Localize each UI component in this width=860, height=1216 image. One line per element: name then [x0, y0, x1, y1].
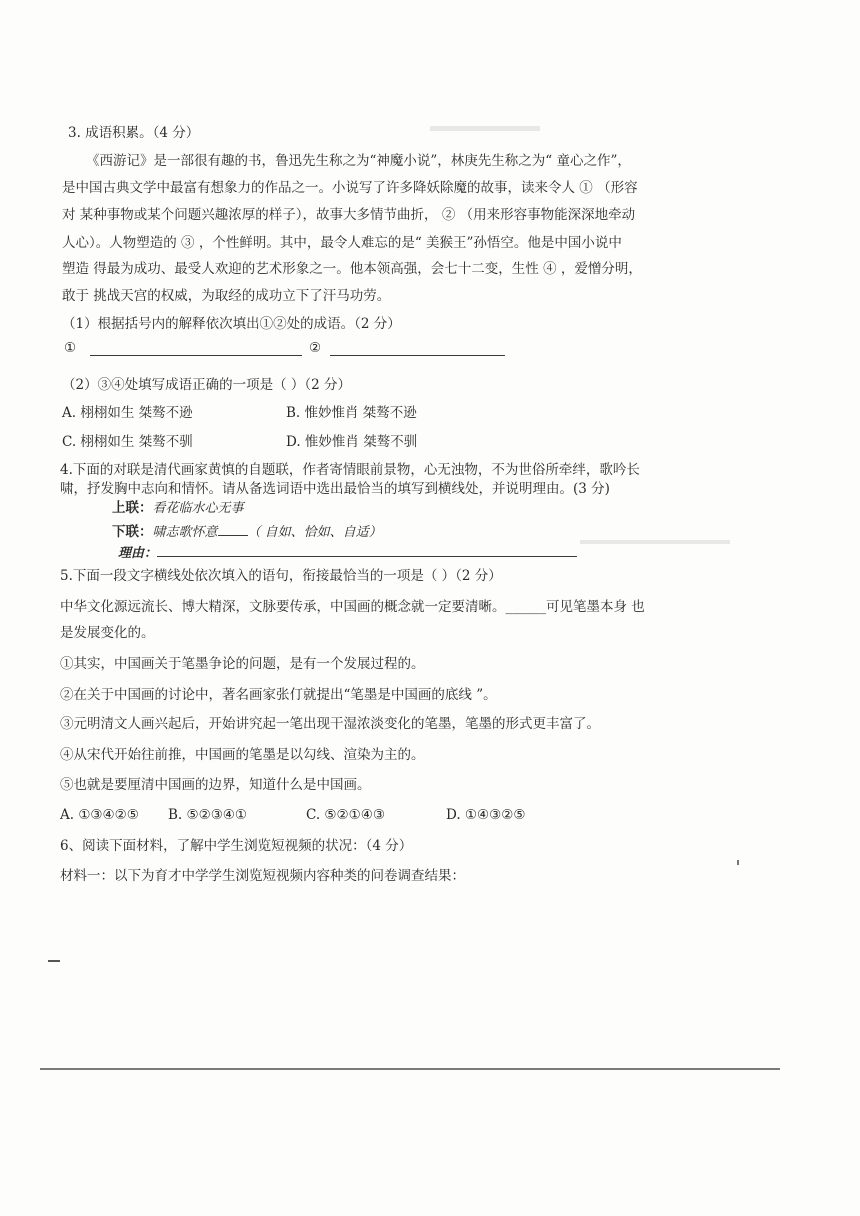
q5-sentence: ④从宋代开始往前推，中国画的笔墨是以勾线、渲染为主的。 [60, 747, 425, 763]
blank1-label: ① [64, 340, 77, 356]
q4-line: 啸，抒发胸中志向和情怀。请从备选词语中选出最恰当的填写到横线处，并说明理由。(3 分) [60, 481, 610, 497]
q3-sub2: （2）③④处填写成语正确的一项是（ ）（2 分） [62, 377, 352, 393]
lower-choices: （ 自如、恰如、自适） [247, 525, 382, 540]
q5-option-a: A. ①③④②⑤ [60, 807, 139, 823]
q5-paragraph-line: 是发展变化的。 [60, 625, 155, 641]
q3-paragraph-line: 人心）。人物塑造的 ③ ，个性鲜明。其中，最令人难忘的是“ 美猴王”孙悟空。他是中国小说中 [62, 235, 622, 251]
lower-text: 啸志歌怀意 [152, 525, 218, 540]
answer-blank-1[interactable] [90, 341, 302, 356]
q5-title: 5.下面一段文字横线处依次填入的语句，衔接最恰当的一项是（ ）（2 分） [60, 568, 502, 584]
scan-edge-line [40, 1068, 780, 1070]
q3-paragraph-line: 对 某种事物或某个问题兴趣浓厚的样子），故事大多情节曲折， ② （用来形容事物能深深地牵动 [62, 207, 636, 223]
q3-paragraph-line: 是中国古典文学中最富有想象力的作品之一。小说写了许多降妖除魔的故事，读来令人 ① （形容 [62, 180, 638, 196]
reason-line [118, 542, 577, 563]
q5-sentence: ①其实，中国画关于笔墨争论的问题，是有一个发展过程的。 [60, 656, 425, 672]
q3-option-c: C. 栩栩如生 桀骜不驯 [62, 434, 193, 450]
q3-paragraph-line: 塑造 得最为成功、最受人欢迎的艺术形象之一。他本领高强，会七十二变，生性 ④ ，爱憎分明， [62, 261, 642, 277]
q5-option-c: C. ⑤②①④③ [306, 807, 385, 823]
upper-text: 看花临水心无事 [152, 501, 244, 516]
scan-dot [737, 860, 739, 865]
q3-sub1: （1）根据括号内的解释依次填出①②处的成语。（2 分） [62, 316, 401, 332]
q3-option-b: B. 惟妙惟肖 桀骜不逊 [286, 405, 417, 421]
q5-sentence: ②在关于中国画的讨论中，著名画家张仃就提出“笔墨是中国画的底线 ”。 [60, 687, 497, 703]
couplet-upper [112, 499, 244, 518]
q5-sentence: ⑤也就是要厘清中国画的边界，知道什么是中国画。 [60, 777, 371, 793]
scan-dash-mark [48, 960, 60, 962]
q5-paragraph-line: 中华文化源远流长、博大精深，文脉要传承，中国画的概念就一定要清晰。______可见笔墨本身 也 [60, 599, 645, 615]
q6-material: 材料一：以下为育才中学学生浏览短视频内容种类的问卷调查结果： [60, 868, 465, 884]
bleed-through-mark [430, 126, 540, 131]
answer-blank-2[interactable] [330, 341, 505, 356]
q3-paragraph-line: 敢于 挑战天宫的权威，为取经的成功立下了汗马功劳。 [62, 288, 391, 304]
q3-option-d: D. 惟妙惟肖 桀骜不驯 [286, 434, 418, 450]
bleed-through-mark [580, 540, 730, 544]
q5-option-b: B. ⑤②③④① [168, 807, 248, 823]
q5-sentence: ③元明清文人画兴起后，开始讲究起一笔出现干湿浓淡变化的笔墨，笔墨的形式更丰富了。 [60, 716, 600, 732]
q4-line: 4.下面的对联是清代画家黄慎的自题联，作者寄情眼前景物，心无浊物，不为世俗所牵绊，歌吟长 [60, 462, 640, 478]
couplet-blank[interactable] [218, 521, 248, 536]
blank2-label: ② [309, 340, 322, 356]
q6-title: 6、阅读下面材料，了解中学生浏览短视频的状况：（4 分） [60, 838, 413, 854]
lower-label: 下联： [112, 524, 153, 540]
q3-option-a: A. 栩栩如生 桀骜不逊 [62, 405, 193, 421]
reason-label: 理由： [118, 546, 158, 561]
q3-title: 3. 成语积累。（4 分） [68, 125, 200, 141]
reason-blank[interactable] [157, 542, 577, 557]
q3-paragraph-line: 《西游记》是一部很有趣的书，鲁迅先生称之为“神魔小说”，林庚先生称之为“ 童心之作”， [86, 153, 631, 169]
couplet-lower [112, 521, 382, 542]
upper-label: 上联： [112, 500, 153, 516]
q5-option-d: D. ①④③②⑤ [446, 807, 526, 823]
